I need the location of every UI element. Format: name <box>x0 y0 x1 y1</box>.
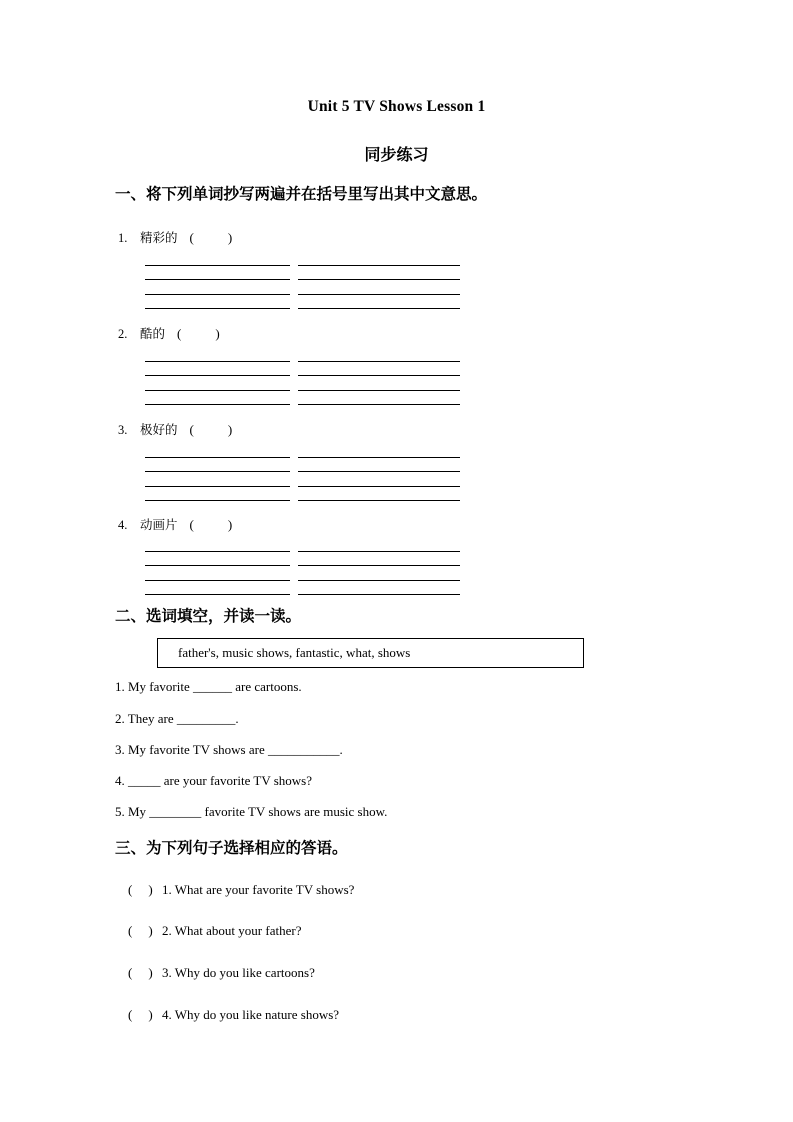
section-three-heading: 三、为下列句子选择相应的答语。 <box>115 839 348 857</box>
word-item-1-word: 精彩的 <box>140 230 178 245</box>
word-item-1 <box>118 228 518 246</box>
writing-line[interactable] <box>145 471 460 472</box>
word-item-3-number: 3. <box>118 423 128 437</box>
word-item-4-number: 4. <box>118 518 128 532</box>
writing-lines-1[interactable] <box>145 265 460 325</box>
word-bank-text: father's, music shows, fantastic, what, shows <box>178 645 411 660</box>
word-item-3-parens: ( ) <box>189 422 233 437</box>
writing-line[interactable] <box>145 486 460 487</box>
match-item-4-text: 4. Why do you like nature shows? <box>162 1007 340 1022</box>
writing-line[interactable] <box>145 279 460 280</box>
match-item-1[interactable] <box>128 882 354 898</box>
writing-lines-4[interactable] <box>145 551 460 611</box>
word-item-1-parens: ( ) <box>189 230 233 245</box>
word-item-2 <box>118 324 518 342</box>
writing-lines-2[interactable] <box>145 361 460 421</box>
writing-line[interactable] <box>145 265 460 266</box>
match-answer-box-4[interactable]: ( ) <box>128 1007 153 1022</box>
fill-blank-sentence-4[interactable]: 4. _____ are your favorite TV shows? <box>115 773 313 788</box>
writing-line[interactable] <box>145 594 460 595</box>
match-item-2-text: 2. What about your father? <box>162 923 302 938</box>
writing-line[interactable] <box>145 390 460 391</box>
word-item-2-parens: ( ) <box>177 326 220 341</box>
page-subtitle: 同步练习 <box>364 145 429 164</box>
match-answer-box-2[interactable]: ( ) <box>128 923 153 938</box>
section-one-heading: 一、将下列单词抄写两遍并在括号里写出其中文意思。 <box>115 185 488 203</box>
writing-line[interactable] <box>145 294 460 295</box>
fill-blank-sentence-3[interactable]: 3. My favorite TV shows are ___________. <box>115 742 343 757</box>
writing-line[interactable] <box>145 375 460 376</box>
writing-line[interactable] <box>145 404 460 405</box>
word-item-2-word: 酷的 <box>140 326 166 341</box>
match-item-3[interactable] <box>128 965 315 981</box>
writing-line[interactable] <box>145 457 460 458</box>
match-answer-box-3[interactable]: ( ) <box>128 965 153 980</box>
word-bank-box <box>157 638 584 668</box>
word-item-4 <box>118 515 518 533</box>
word-item-3-word: 极好的 <box>140 422 178 437</box>
writing-line[interactable] <box>145 308 460 309</box>
match-item-3-text: 3. Why do you like cartoons? <box>162 965 315 980</box>
writing-line[interactable] <box>145 580 460 581</box>
writing-lines-3[interactable] <box>145 457 460 517</box>
word-item-4-parens: ( ) <box>189 517 233 532</box>
match-answer-box-1[interactable]: ( ) <box>128 882 153 897</box>
match-item-4[interactable] <box>128 1007 339 1023</box>
writing-line[interactable] <box>145 361 460 362</box>
section-two-heading: 二、选词填空，并读一读。 <box>115 607 302 625</box>
word-item-1-number: 1. <box>118 231 128 245</box>
page-title: Unit 5 TV Shows Lesson 1 <box>307 98 486 115</box>
word-item-4-word: 动画片 <box>140 517 178 532</box>
match-item-1-text: 1. What are your favorite TV shows? <box>162 882 355 897</box>
word-item-2-number: 2. <box>118 327 128 341</box>
writing-line[interactable] <box>145 551 460 552</box>
writing-line[interactable] <box>145 565 460 566</box>
word-item-3 <box>118 420 518 438</box>
writing-line[interactable] <box>145 500 460 501</box>
fill-blank-sentence-2[interactable]: 2. They are _________. <box>115 711 239 726</box>
fill-blank-sentence-5[interactable]: 5. My ________ favorite TV shows are music show. <box>115 804 388 819</box>
fill-blank-sentence-1[interactable]: 1. My favorite ______ are cartoons. <box>115 679 302 694</box>
match-item-2[interactable] <box>128 923 301 939</box>
